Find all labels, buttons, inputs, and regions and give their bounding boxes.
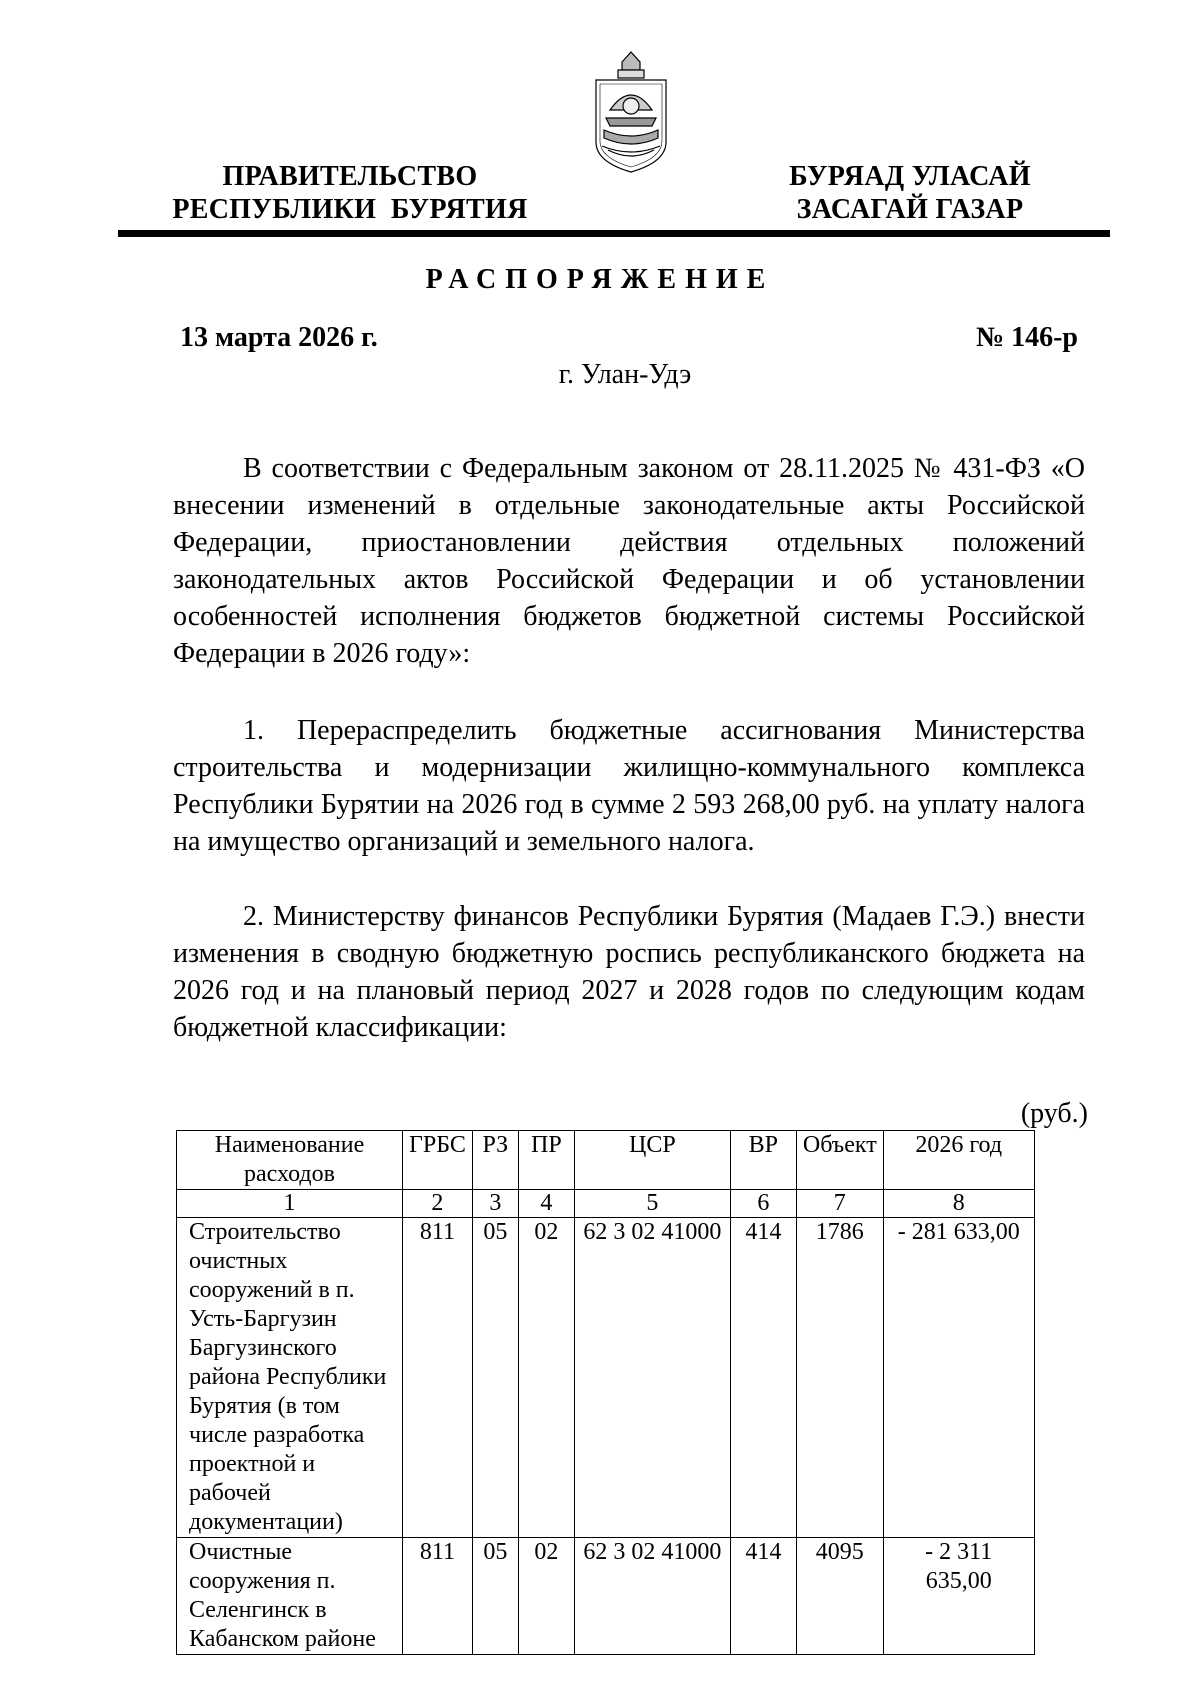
row-grbs: 811 — [403, 1538, 473, 1655]
table-header-row — [177, 1131, 1035, 1190]
row-csr: 62 3 02 41000 — [574, 1538, 730, 1655]
row-pr: 02 — [518, 1218, 574, 1538]
issuer-line-1: ПРАВИТЕЛЬСТВО — [222, 161, 478, 192]
issuer-name-buryat — [760, 160, 1060, 226]
header-name: Наименование расходов — [177, 1131, 403, 1190]
document-title: РАСПОРЯЖЕНИЕ — [425, 264, 775, 295]
header-divider — [118, 230, 1110, 237]
issuer-line-2: РЕСПУБЛИКИ БУРЯТИЯ — [172, 194, 528, 225]
currency-unit: (руб.) — [1020, 1098, 1088, 1129]
paragraph-intro — [173, 450, 1085, 672]
column-number-row — [177, 1190, 1035, 1218]
row-amount: - 281 633,00 — [883, 1218, 1034, 1538]
table-row — [177, 1218, 1035, 1538]
header-amount-2026: 2026 год — [883, 1131, 1034, 1190]
coat-of-arms-icon — [588, 50, 674, 174]
row-vr: 414 — [730, 1218, 796, 1538]
paragraph-intro-text: В соответствии с Федеральным законом от 28.11.2025 № 431-ФЗ «О внесении изменений в отдельные законодательные акты Российской Федерации, приостановлении действия отдельных положений законодательных актов Российской Федерации и об установлении особенностей исполнения бюджетов бюджетной системы Российской Федерации в 2026 году»: — [173, 453, 1085, 669]
header-rz: РЗ — [472, 1131, 518, 1190]
row-amount: - 2 311 635,00 — [883, 1538, 1034, 1655]
column-number: 5 — [574, 1190, 730, 1218]
document-city: г. Улан-Удэ — [558, 359, 692, 390]
column-number: 6 — [730, 1190, 796, 1218]
paragraph-2 — [173, 898, 1085, 1046]
budget-table — [176, 1130, 1035, 1655]
issuer-buryat-line-2: ЗАСАГАЙ ГАЗАР — [796, 194, 1024, 225]
column-number: 8 — [883, 1190, 1034, 1218]
column-number: 1 — [177, 1190, 403, 1218]
row-object: 4095 — [796, 1538, 883, 1655]
header-pr: ПР — [518, 1131, 574, 1190]
header-object: Объект — [796, 1131, 883, 1190]
row-grbs: 811 — [403, 1218, 473, 1538]
document-date: 13 марта 2026 г. — [180, 322, 378, 353]
row-rz: 05 — [472, 1218, 518, 1538]
row-csr: 62 3 02 41000 — [574, 1218, 730, 1538]
paragraph-1-text: 1. Перераспределить бюджетные ассигнования Министерства строительства и модернизации жилищно-коммунального комплекса Республики Бурятии на 2026 год в сумме 2 593 268,00 руб. на уплату налога на имущество организаций и земельного налога. — [173, 715, 1085, 857]
row-object: 1786 — [796, 1218, 883, 1538]
column-number: 2 — [403, 1190, 473, 1218]
row-pr: 02 — [518, 1538, 574, 1655]
header-csr: ЦСР — [574, 1131, 730, 1190]
header-grbs: ГРБС — [403, 1131, 473, 1190]
paragraph-1 — [173, 712, 1085, 860]
row-vr: 414 — [730, 1538, 796, 1655]
column-number: 7 — [796, 1190, 883, 1218]
row-expense-name: Строительство очистных сооружений в п. Усть-Баргузин Баргузинского района Республики Бурятия (в том числе разработка проектной и рабочей документации) — [177, 1218, 403, 1538]
row-rz: 05 — [472, 1538, 518, 1655]
paragraph-2-text: 2. Министерству финансов Республики Бурятия (Мадаев Г.Э.) внести изменения в сводную бюджетную роспись республиканского бюджета на 2026 год и на плановый период 2027 и 2028 годов по следующим кодам бюджетной классификации: — [173, 901, 1085, 1043]
column-number: 3 — [472, 1190, 518, 1218]
issuer-name-russian — [160, 160, 540, 226]
table-row — [177, 1538, 1035, 1655]
issuer-buryat-line-1: БУРЯАД УЛАСАЙ — [789, 161, 1031, 192]
document-number: № 146-р — [975, 322, 1078, 353]
column-number: 4 — [518, 1190, 574, 1218]
header-vr: ВР — [730, 1131, 796, 1190]
row-expense-name: Очистные сооружения п. Селенгинск в Кабанском районе — [177, 1538, 403, 1655]
